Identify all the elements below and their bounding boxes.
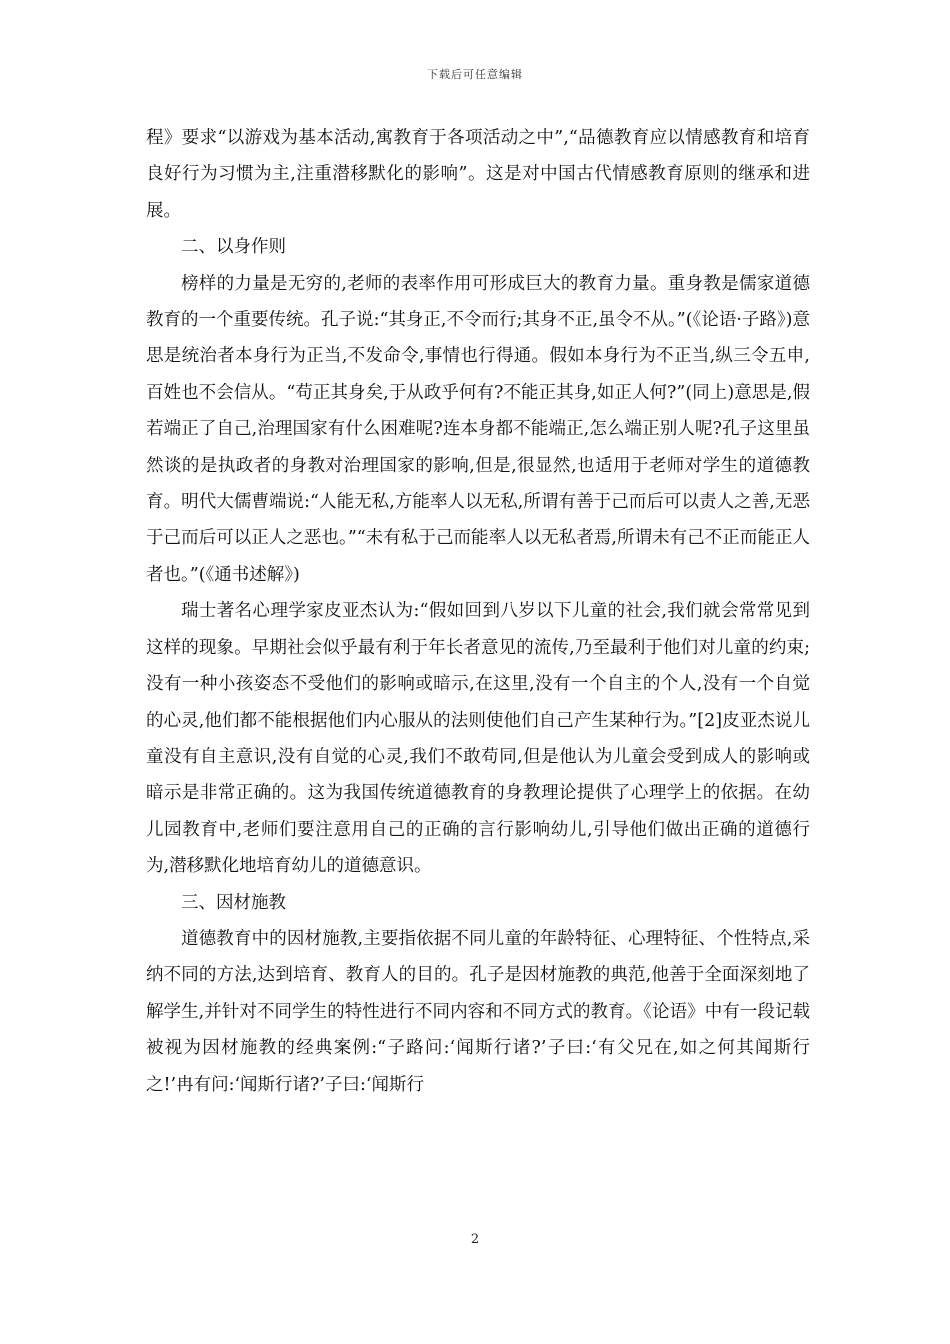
paragraph-piaget: 瑞士著名心理学家皮亚杰认为:“假如回到八岁以下儿童的社会,我们就会常常见到这样的现象。早期社会似乎最有利于年长者意见的流传,乃至最利于他们对儿童的约束;没有一种小孩姿态不受他们的影响或暗示,在这里,没有一个自主的个人,没有一个自觉的心灵,他们都不能根据他们内心服从的法则使他们自己产生某种行为。”[2]皮亚杰说儿童没有自主意识,没有自觉的心灵,我们不敢苟同,但是他认为儿童会受到成人的影响或暗示是非常正确的。这为我国传统道德教育的身教理论提供了心理学上的依据。在幼儿园教育中,老师们要注意用自己的正确的言行影响幼儿,引导他们做出正确的道德行为,潜移默化地培育幼儿的道德意识。 [146, 601, 810, 877]
page-number: 2 [470, 1232, 480, 1247]
page-header: 下载后可任意编辑 [427, 68, 523, 81]
section-heading-individualized-teaching: 三、因材施教 [181, 892, 286, 913]
paragraph-individualized-teaching: 道德教育中的因材施教,主要指依据不同儿童的年龄特征、心理特征、个性特点,采纳不同的方法,达到培育、教育人的目的。孔子是因材施教的典范,他善于全面深刻地了解学生,并针对不同学生的特性进行不同内容和不同方式的教育。《论语》中有一段记载被视为因材施教的经典案例:“子路问:‘闻斯行诸?’子曰:‘有父兄在,如之何其闻斯行之!’冉有问:‘闻斯行诸?’子曰:‘闻斯行 [146, 928, 810, 1095]
section-heading-lead-by-example: 二、以身作则 [181, 237, 286, 258]
paragraph-role-model: 榜样的力量是无穷的,老师的表率作用可形成巨大的教育力量。重身教是儒家道德教育的一个重要传统。孔子说:“其身正,不令而行;其身不正,虽令不从。”(《论语·子路》)意思是统治者本身行为正当,不发命令,事情也行得通。假如本身行为不正当,纵三令五申,百姓也不会信从。“苟正其身矣,于从政乎何有?不能正其身,如正人何?”(同上)意思是,假若端正了自己,治理国家有什么困难呢?连本身都不能端正,怎么端正别人呢?孔子这里虽然谈的是执政者的身教对治理国家的影响,但是,很显然,也适用于老师对学生的道德教育。明代大儒曹端说:“人能无私,方能率人以无私,所谓有善于己而后可以责人之善,无恶于己而后可以正人之恶也。”“未有私于己而能率人以无私者焉,所谓未有己不正而能正人者也。”(《通书述解》) [146, 273, 810, 585]
document-body [146, 120, 810, 1103]
paragraph-continuation: 程》要求“以游戏为基本活动,寓教育于各项活动之中”,“品德教育应以情感教育和培育良好行为习惯为主,注重潜移默化的影响”。这是对中国古代情感教育原则的继承和进展。 [146, 128, 810, 221]
